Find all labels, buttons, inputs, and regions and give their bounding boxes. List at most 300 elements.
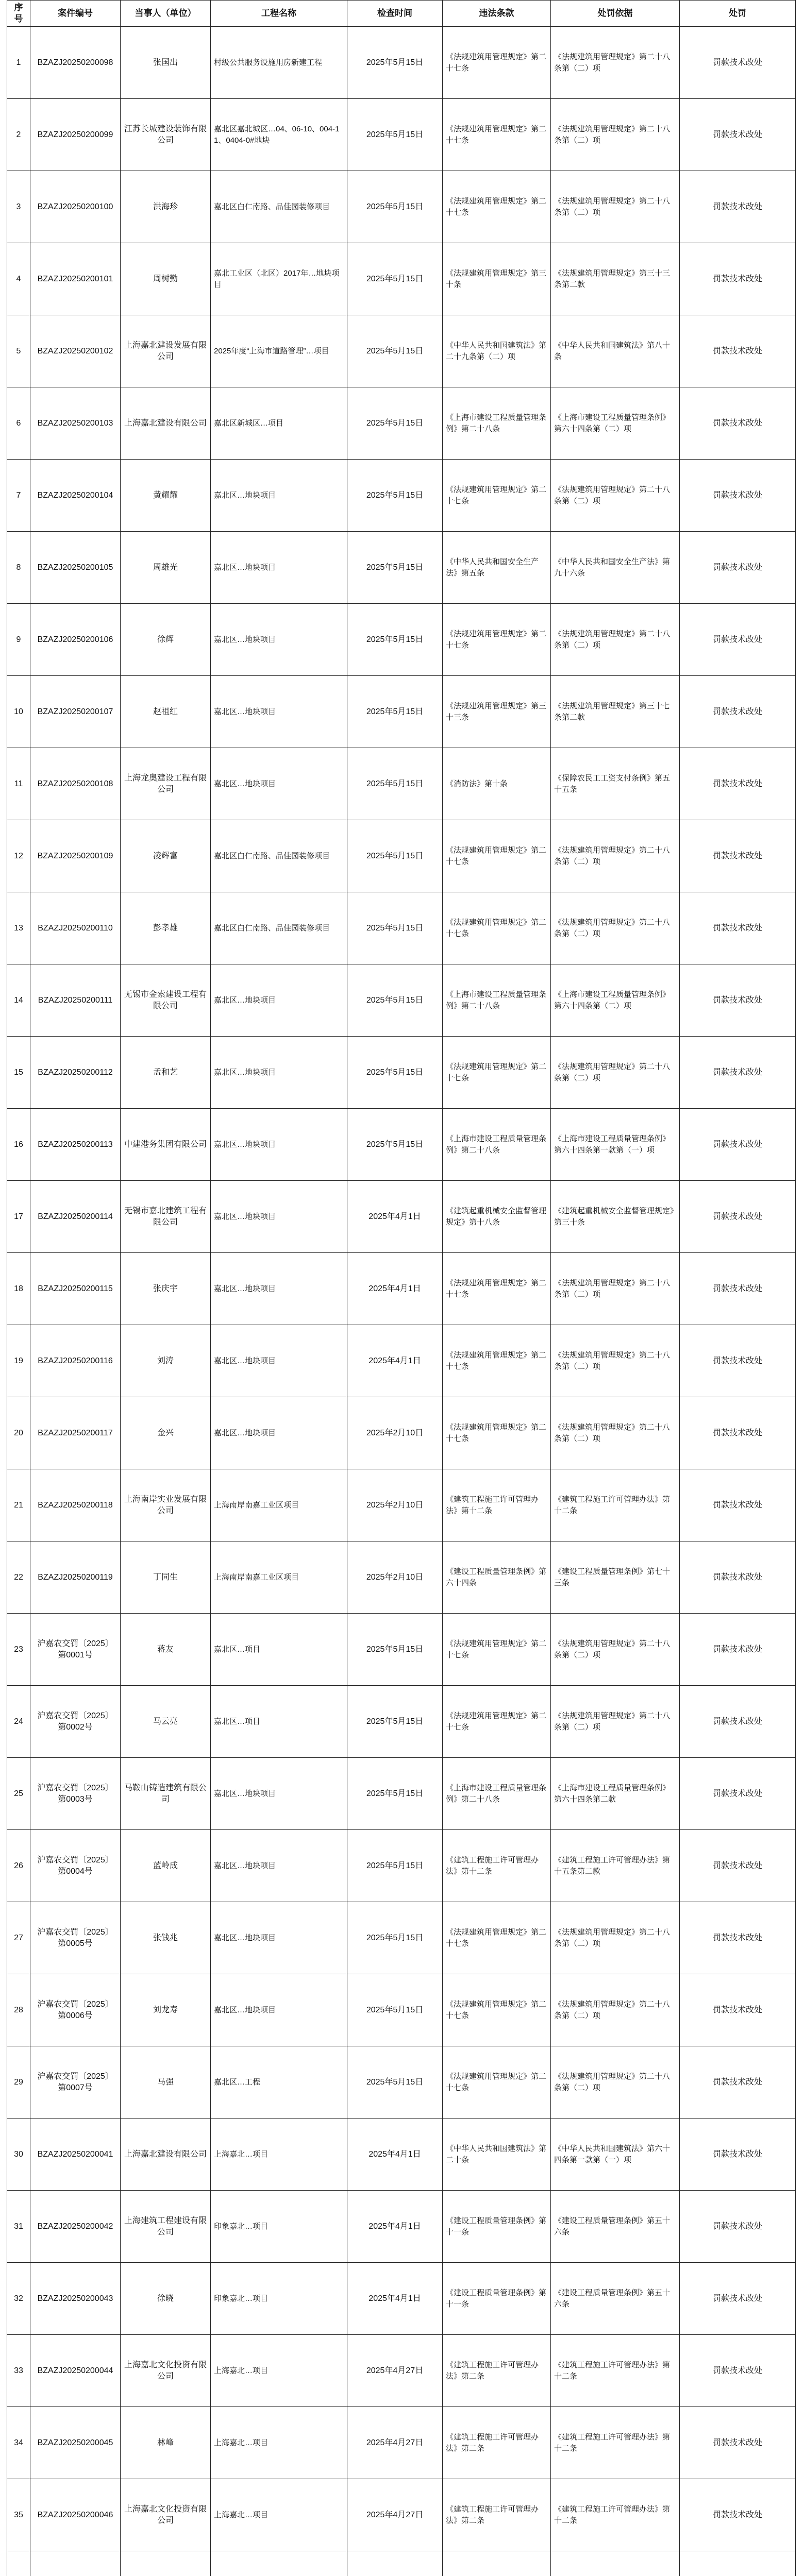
cell-violation: 《法规建筑用管理规定》第二十七条	[443, 1902, 551, 1974]
cell-date: 2025年5月15日	[347, 1109, 443, 1181]
cell-project: 嘉北区…地块项目	[211, 748, 347, 820]
table-row	[7, 171, 796, 243]
cell-basis: 《法规建筑用管理规定》第二十八条第（二）项	[551, 99, 680, 171]
cell-project: 上海南岸南嘉工业区项目	[211, 1469, 347, 1541]
cell-case-number: 沪嘉农交罚〔2025〕第0003号	[30, 1758, 121, 1830]
cell-party: 马强	[121, 2046, 211, 2119]
header-basis: 处罚依据	[551, 1, 680, 27]
cell-basis: 《建设工程质量管理条例》第五十六条	[551, 2263, 680, 2335]
table-row	[7, 99, 796, 171]
cell-date: 2025年5月15日	[347, 820, 443, 892]
cell-date: 2025年5月15日	[347, 1974, 443, 2046]
cell-no: 10	[7, 676, 30, 748]
cell-party: 张庆宇	[121, 1253, 211, 1325]
cell-date: 2025年5月15日	[347, 460, 443, 532]
cell-party: 中建港务集团有限公司	[121, 1109, 211, 1181]
cell-violation: 《法规建筑用管理规定》第三十三条	[443, 676, 551, 748]
cell-case-number: 沪嘉农交罚〔2025〕第0001号	[30, 1614, 121, 1686]
cell-penalty: 罚款技术改处	[680, 99, 796, 171]
cell-date: 2025年5月15日	[347, 1037, 443, 1109]
cell-violation: 《建设工程质量管理条例》第十一条	[443, 2191, 551, 2263]
cell-basis: 《法规建筑用管理规定》第二十八条第（二）项	[551, 1686, 680, 1758]
cell-case-number: BZAZJ20250200119	[30, 1541, 121, 1614]
cell-basis: 《建设工程质量管理条例》第五十六条	[551, 2191, 680, 2263]
cell-case-number: BZAZJ20250200100	[30, 171, 121, 243]
cell-no: 29	[7, 2046, 30, 2119]
cell-party: 孟和艺	[121, 1037, 211, 1109]
table-row	[7, 1109, 796, 1181]
table-row	[7, 315, 796, 387]
header-party: 当事人（单位）	[121, 1, 211, 27]
cell-basis: 《上海市建设工程质量管理条例》第六十四条第（二）项	[551, 387, 680, 460]
cell-party: 蓝岭成	[121, 1830, 211, 1902]
table-header	[7, 1, 796, 27]
cell-violation: 《消防法》第十条	[443, 748, 551, 820]
cell-violation: 《建筑起重机械安全监督管理规定》第十八条	[443, 1181, 551, 1253]
cell-penalty: 罚款技术改处	[680, 1109, 796, 1181]
cell-violation: 《上海市建设工程质量管理条例》第二十八条	[443, 1109, 551, 1181]
cell-project: 嘉北区新城区…项目	[211, 387, 347, 460]
table-row	[7, 1541, 796, 1614]
cell-violation: 《法规建筑用管理规定》第三十条	[443, 243, 551, 315]
cell-date: 2025年4月1日	[347, 1325, 443, 1397]
cell-violation: 《上海市建设工程质量管理条例》第二十八条	[443, 387, 551, 460]
cell-project: 嘉北区…地块项目	[211, 1181, 347, 1253]
cell-penalty: 罚款技术改处	[680, 2263, 796, 2335]
cell-date: 2025年5月15日	[347, 676, 443, 748]
cell-penalty: 罚款技术改处	[680, 748, 796, 820]
cell-basis: 《建筑工程施工许可管理办法》第十二条	[551, 2335, 680, 2407]
cell-project: 嘉北区…地块项目	[211, 1902, 347, 1974]
cell-violation: 《法规建筑用管理规定》第二十七条	[443, 1686, 551, 1758]
cell-date: 2025年5月15日	[347, 99, 443, 171]
cell-date: 2025年5月15日	[347, 387, 443, 460]
cell-party: 彭孝雄	[121, 892, 211, 964]
cell-violation: 《中华人民共和国安全生产法》第五条	[443, 532, 551, 604]
cell-date: 2025年4月27日	[347, 2479, 443, 2551]
cell-party: 上海南岸实业发展有限公司	[121, 1469, 211, 1541]
cell-violation: 《法规建筑用管理规定》第二十七条	[443, 1037, 551, 1109]
cell-violation	[443, 2551, 551, 2576]
table-row	[7, 1758, 796, 1830]
cell-penalty: 罚款技术改处	[680, 820, 796, 892]
cell-date: 2025年4月1日	[347, 2263, 443, 2335]
table-row	[7, 1830, 796, 1902]
cell-penalty: 罚款技术改处	[680, 2479, 796, 2551]
cell-case-number: BZAZJ20250200098	[30, 27, 121, 99]
cell-basis: 《建筑工程施工许可管理办法》第十二条	[551, 1469, 680, 1541]
cell-basis: 《法规建筑用管理规定》第二十八条第（二）项	[551, 1325, 680, 1397]
table-row	[7, 604, 796, 676]
table-row	[7, 243, 796, 315]
cell-project: 嘉北区…地块项目	[211, 1974, 347, 2046]
cell-project: 嘉北区白仁南路、品佳园装修项目	[211, 892, 347, 964]
cell-project: 印象嘉北…项目	[211, 2191, 347, 2263]
cell-basis: 《法规建筑用管理规定》第三十三条第二款	[551, 243, 680, 315]
cell-party: 周树勤	[121, 243, 211, 315]
cell-party: 上海嘉北建设有限公司	[121, 387, 211, 460]
cell-project: 嘉北区…工程	[211, 2046, 347, 2119]
cell-party: 洪海珍	[121, 171, 211, 243]
cell-party: 丁同生	[121, 1541, 211, 1614]
table-row	[7, 27, 796, 99]
cell-party: 上海龙奥建设工程有限公司	[121, 748, 211, 820]
table-row	[7, 1614, 796, 1686]
cell-no: 8	[7, 532, 30, 604]
cell-penalty: 罚款技术改处	[680, 1902, 796, 1974]
cell-party: 上海嘉北建设发展有限公司	[121, 315, 211, 387]
cell-no: 16	[7, 1109, 30, 1181]
cell-violation: 《建设工程质量管理条例》第六十四条	[443, 1541, 551, 1614]
cell-no: 19	[7, 1325, 30, 1397]
cell-penalty: 罚款技术改处	[680, 1469, 796, 1541]
cell-no: 27	[7, 1902, 30, 1974]
cell-no: 12	[7, 820, 30, 892]
header-no: 序号	[7, 1, 30, 27]
cell-penalty: 罚款技术改处	[680, 964, 796, 1037]
cell-basis: 《建筑工程施工许可管理办法》第十二条	[551, 2479, 680, 2551]
cell-violation: 《法规建筑用管理规定》第二十七条	[443, 1253, 551, 1325]
cell-violation: 《法规建筑用管理规定》第二十七条	[443, 171, 551, 243]
table-row	[7, 1253, 796, 1325]
header-row	[7, 1, 796, 27]
cell-case-number: BZAZJ20250200109	[30, 820, 121, 892]
cell-violation: 《建筑工程施工许可管理办法》第十二条	[443, 1469, 551, 1541]
cell-violation: 《法规建筑用管理规定》第二十七条	[443, 1974, 551, 2046]
table-row	[7, 964, 796, 1037]
cell-violation: 《法规建筑用管理规定》第二十七条	[443, 460, 551, 532]
table-row	[7, 2335, 796, 2407]
cell-project: 嘉北区…项目	[211, 1614, 347, 1686]
cell-project: 嘉北区嘉北城区…04、06-10、004-11、0404-0#地块	[211, 99, 347, 171]
cell-date: 2025年5月15日	[347, 532, 443, 604]
cell-basis: 《法规建筑用管理规定》第二十八条第（二）项	[551, 604, 680, 676]
cell-party: 上海嘉北建设有限公司	[121, 2119, 211, 2191]
table-row	[7, 1037, 796, 1109]
table-row	[7, 2191, 796, 2263]
header-penalty: 处罚	[680, 1, 796, 27]
cell-basis: 《法规建筑用管理规定》第二十八条第（二）项	[551, 171, 680, 243]
cell-case-number: BZAZJ20250200114	[30, 1181, 121, 1253]
cell-project: 嘉北区…地块项目	[211, 1109, 347, 1181]
cell-penalty	[680, 2551, 796, 2576]
cell-no: 31	[7, 2191, 30, 2263]
cell-case-number: BZAZJ20250200042	[30, 2191, 121, 2263]
cell-project: 嘉北区…地块项目	[211, 964, 347, 1037]
cell-case-number: BZAZJ20250200099	[30, 99, 121, 171]
cell-basis: 《法规建筑用管理规定》第三十七条第二款	[551, 676, 680, 748]
cell-violation: 《建筑工程施工许可管理办法》第二条	[443, 2335, 551, 2407]
cell-penalty: 罚款技术改处	[680, 1830, 796, 1902]
cell-party: 黄耀耀	[121, 460, 211, 532]
cell-party: 徐辉	[121, 604, 211, 676]
cell-violation: 《法规建筑用管理规定》第二十七条	[443, 820, 551, 892]
cell-penalty: 罚款技术改处	[680, 892, 796, 964]
cell-basis: 《中华人民共和国建筑法》第八十条	[551, 315, 680, 387]
cell-date: 2025年4月1日	[347, 2191, 443, 2263]
cell-project: 嘉北区…地块项目	[211, 1253, 347, 1325]
cell-party: 江苏长城建设装饰有限公司	[121, 99, 211, 171]
cell-basis: 《上海市建设工程质量管理条例》第六十四条第一款第（一）项	[551, 1109, 680, 1181]
cell-violation: 《法规建筑用管理规定》第二十七条	[443, 892, 551, 964]
table-row	[7, 1397, 796, 1469]
cell-penalty: 罚款技术改处	[680, 1181, 796, 1253]
cell-no: 9	[7, 604, 30, 676]
cell-party: 张国出	[121, 27, 211, 99]
cell-case-number: BZAZJ20250200111	[30, 964, 121, 1037]
cell-date: 2025年5月15日	[347, 27, 443, 99]
cell-penalty: 罚款技术改处	[680, 2407, 796, 2479]
table-row	[7, 820, 796, 892]
cell-no: 14	[7, 964, 30, 1037]
cell-basis: 《中华人民共和国建筑法》第六十四条第一款第（一）项	[551, 2119, 680, 2191]
cell-project: 嘉北区…地块项目	[211, 1758, 347, 1830]
cell-basis: 《法规建筑用管理规定》第二十八条第（二）项	[551, 27, 680, 99]
cell-case-number: BZAZJ20250200041	[30, 2119, 121, 2191]
cell-basis: 《上海市建设工程质量管理条例》第六十四条第二款	[551, 1758, 680, 1830]
cell-date: 2025年5月15日	[347, 1758, 443, 1830]
cell-basis	[551, 2551, 680, 2576]
cell-party: 刘涛	[121, 1325, 211, 1397]
cell-no: 30	[7, 2119, 30, 2191]
cell-project: 嘉北区…地块项目	[211, 460, 347, 532]
cell-case-number: BZAZJ20250200115	[30, 1253, 121, 1325]
cell-party: 上海嘉北文化投资有限公司	[121, 2479, 211, 2551]
cell-penalty: 罚款技术改处	[680, 2335, 796, 2407]
cell-no: 5	[7, 315, 30, 387]
cell-penalty: 罚款技术改处	[680, 1686, 796, 1758]
cell-date: 2025年5月15日	[347, 1830, 443, 1902]
cell-violation: 《中华人民共和国建筑法》第二十九条第（二）项	[443, 315, 551, 387]
cell-penalty: 罚款技术改处	[680, 1037, 796, 1109]
cell-basis: 《法规建筑用管理规定》第二十八条第（二）项	[551, 820, 680, 892]
cell-case-number: BZAZJ20250200118	[30, 1469, 121, 1541]
cell-case-number: BZAZJ20250200116	[30, 1325, 121, 1397]
cell-penalty: 罚款技术改处	[680, 1974, 796, 2046]
cell-basis: 《法规建筑用管理规定》第二十八条第（二）项	[551, 892, 680, 964]
cell-project: 2025年度“上海市道路管理”…项目	[211, 315, 347, 387]
cell-project: 嘉北区…地块项目	[211, 1325, 347, 1397]
cell-case-number: 沪嘉农交罚〔2025〕第0005号	[30, 1902, 121, 1974]
cell-party: 上海建筑工程建设有限公司	[121, 2191, 211, 2263]
cell-penalty: 罚款技术改处	[680, 1758, 796, 1830]
cell-case-number: BZAZJ20250200117	[30, 1397, 121, 1469]
header-date: 检查时间	[347, 1, 443, 27]
cell-project: 上海嘉北…项目	[211, 2119, 347, 2191]
cell-penalty: 罚款技术改处	[680, 2191, 796, 2263]
cell-case-number: 沪嘉农交罚〔2025〕第0002号	[30, 1686, 121, 1758]
cell-date: 2025年5月15日	[347, 171, 443, 243]
cell-case-number: BZAZJ20250200104	[30, 460, 121, 532]
cell-case-number: BZAZJ20250200101	[30, 243, 121, 315]
cell-penalty: 罚款技术改处	[680, 1325, 796, 1397]
cell-case-number: BZAZJ20250200108	[30, 748, 121, 820]
cell-case-number: BZAZJ20250200107	[30, 676, 121, 748]
table-row	[7, 1686, 796, 1758]
cell-project: 嘉北工业区（北区）2017年…地块项目	[211, 243, 347, 315]
cell-violation: 《法规建筑用管理规定》第二十七条	[443, 1614, 551, 1686]
table-row	[7, 387, 796, 460]
cell-case-number: BZAZJ20250200105	[30, 532, 121, 604]
cell-project: 嘉北区…项目	[211, 1686, 347, 1758]
cell-no: 25	[7, 1758, 30, 1830]
cell-project: 印象嘉北…项目	[211, 2263, 347, 2335]
cell-penalty: 罚款技术改处	[680, 1614, 796, 1686]
cell-party: 赵祖红	[121, 676, 211, 748]
cell-no: 4	[7, 243, 30, 315]
cell-no	[7, 2551, 30, 2576]
cell-no: 15	[7, 1037, 30, 1109]
cell-date: 2025年4月1日	[347, 1181, 443, 1253]
cell-party	[121, 2551, 211, 2576]
cell-penalty: 罚款技术改处	[680, 315, 796, 387]
cell-violation: 《法规建筑用管理规定》第二十七条	[443, 27, 551, 99]
cell-violation: 《建筑工程施工许可管理办法》第二条	[443, 2407, 551, 2479]
cell-case-number: BZAZJ20250200102	[30, 315, 121, 387]
cell-party: 周雄光	[121, 532, 211, 604]
cell-no: 3	[7, 171, 30, 243]
cell-basis: 《建筑起重机械安全监督管理规定》第三十条	[551, 1181, 680, 1253]
cell-basis: 《法规建筑用管理规定》第二十八条第（二）项	[551, 1974, 680, 2046]
cell-violation: 《法规建筑用管理规定》第二十七条	[443, 1397, 551, 1469]
cell-penalty: 罚款技术改处	[680, 604, 796, 676]
cell-case-number: BZAZJ20250200103	[30, 387, 121, 460]
cell-party: 刘龙寿	[121, 1974, 211, 2046]
cell-basis: 《法规建筑用管理规定》第二十八条第（二）项	[551, 1397, 680, 1469]
cell-basis: 《建筑工程施工许可管理办法》第十二条	[551, 2407, 680, 2479]
cell-violation: 《法规建筑用管理规定》第二十七条	[443, 99, 551, 171]
cell-party: 徐晓	[121, 2263, 211, 2335]
cell-date: 2025年4月1日	[347, 1253, 443, 1325]
cell-violation: 《上海市建设工程质量管理条例》第二十八条	[443, 1758, 551, 1830]
cell-date: 2025年5月15日	[347, 892, 443, 964]
cell-violation: 《上海市建设工程质量管理条例》第二十八条	[443, 964, 551, 1037]
cell-basis: 《法规建筑用管理规定》第二十八条第（二）项	[551, 2046, 680, 2119]
cell-no: 33	[7, 2335, 30, 2407]
cell-case-number: 沪嘉农交罚〔2025〕第0007号	[30, 2046, 121, 2119]
cell-no: 11	[7, 748, 30, 820]
table-row	[7, 2046, 796, 2119]
cell-project: 嘉北区白仁南路、品佳园装修项目	[211, 171, 347, 243]
cell-project: 嘉北区…地块项目	[211, 1830, 347, 1902]
cell-penalty: 罚款技术改处	[680, 1541, 796, 1614]
cell-no: 35	[7, 2479, 30, 2551]
table-row	[7, 676, 796, 748]
cell-violation: 《建筑工程施工许可管理办法》第十二条	[443, 1830, 551, 1902]
cell-party: 林峰	[121, 2407, 211, 2479]
cell-penalty: 罚款技术改处	[680, 532, 796, 604]
cell-no: 32	[7, 2263, 30, 2335]
cell-project: 上海嘉北…项目	[211, 2407, 347, 2479]
cell-no: 6	[7, 387, 30, 460]
cell-violation: 《法规建筑用管理规定》第二十七条	[443, 2046, 551, 2119]
cell-date: 2025年5月15日	[347, 1902, 443, 1974]
table-row	[7, 1325, 796, 1397]
cell-party: 马鞍山铸造建筑有限公司	[121, 1758, 211, 1830]
table-row	[7, 532, 796, 604]
cell-no: 17	[7, 1181, 30, 1253]
table-row	[7, 2263, 796, 2335]
table-row	[7, 1902, 796, 1974]
header-case-number: 案件编号	[30, 1, 121, 27]
cell-project	[211, 2551, 347, 2576]
cell-penalty: 罚款技术改处	[680, 2046, 796, 2119]
cell-basis: 《建设工程质量管理条例》第七十三条	[551, 1541, 680, 1614]
cell-no: 22	[7, 1541, 30, 1614]
cell-case-number: 沪嘉农交罚〔2025〕第0006号	[30, 1974, 121, 2046]
table-row	[7, 2479, 796, 2551]
cell-project: 嘉北区…地块项目	[211, 604, 347, 676]
cell-party: 马云亮	[121, 1686, 211, 1758]
table-row	[7, 1181, 796, 1253]
cell-party: 无锡市金索建设工程有限公司	[121, 964, 211, 1037]
cell-violation: 《法规建筑用管理规定》第二十七条	[443, 1325, 551, 1397]
cell-project: 上海南岸南嘉工业区项目	[211, 1541, 347, 1614]
cell-date: 2025年4月27日	[347, 2407, 443, 2479]
table-row	[7, 892, 796, 964]
cell-party: 蒋友	[121, 1614, 211, 1686]
cell-party: 上海嘉北文化投资有限公司	[121, 2335, 211, 2407]
cell-date: 2025年4月1日	[347, 2119, 443, 2191]
cell-party: 凌辉富	[121, 820, 211, 892]
cell-penalty: 罚款技术改处	[680, 1397, 796, 1469]
cell-no: 23	[7, 1614, 30, 1686]
table-body	[7, 27, 796, 2576]
cell-basis: 《上海市建设工程质量管理条例》第六十四条第（二）项	[551, 964, 680, 1037]
cell-party: 张钱兆	[121, 1902, 211, 1974]
table-row	[7, 1974, 796, 2046]
cell-project: 嘉北区…地块项目	[211, 1397, 347, 1469]
cell-no: 26	[7, 1830, 30, 1902]
header-project: 工程名称	[211, 1, 347, 27]
cell-case-number: BZAZJ20250200113	[30, 1109, 121, 1181]
cell-basis: 《法规建筑用管理规定》第二十八条第（二）项	[551, 1037, 680, 1109]
cell-basis: 《保障农民工工资支付条例》第五十五条	[551, 748, 680, 820]
cell-case-number	[30, 2551, 121, 2576]
cell-penalty: 罚款技术改处	[680, 2119, 796, 2191]
cell-project: 嘉北区…地块项目	[211, 676, 347, 748]
cell-violation: 《建筑工程施工许可管理办法》第二条	[443, 2479, 551, 2551]
cell-no: 1	[7, 27, 30, 99]
cell-violation: 《法规建筑用管理规定》第二十七条	[443, 604, 551, 676]
cell-no: 34	[7, 2407, 30, 2479]
cell-penalty: 罚款技术改处	[680, 171, 796, 243]
cell-no: 24	[7, 1686, 30, 1758]
cell-basis: 《法规建筑用管理规定》第二十八条第（二）项	[551, 1253, 680, 1325]
cell-basis: 《建筑工程施工许可管理办法》第十五条第二款	[551, 1830, 680, 1902]
cell-case-number: BZAZJ20250200045	[30, 2407, 121, 2479]
cell-date: 2025年5月15日	[347, 315, 443, 387]
cell-date: 2025年4月27日	[347, 2335, 443, 2407]
cell-case-number: BZAZJ20250200110	[30, 892, 121, 964]
cell-basis: 《法规建筑用管理规定》第二十八条第（二）项	[551, 1614, 680, 1686]
table-row	[7, 460, 796, 532]
header-violation: 违法条款	[443, 1, 551, 27]
cell-date: 2025年2月10日	[347, 1469, 443, 1541]
cell-date: 2025年5月15日	[347, 1686, 443, 1758]
cell-basis: 《中华人民共和国安全生产法》第九十六条	[551, 532, 680, 604]
cell-date: 2025年5月15日	[347, 748, 443, 820]
cell-case-number: BZAZJ20250200106	[30, 604, 121, 676]
cell-no: 7	[7, 460, 30, 532]
cell-penalty: 罚款技术改处	[680, 27, 796, 99]
cell-case-number: 沪嘉农交罚〔2025〕第0004号	[30, 1830, 121, 1902]
table-row	[7, 2407, 796, 2479]
cell-date: 2025年5月15日	[347, 604, 443, 676]
cell-date: 2025年5月15日	[347, 1614, 443, 1686]
cell-no: 21	[7, 1469, 30, 1541]
cell-no: 28	[7, 1974, 30, 2046]
